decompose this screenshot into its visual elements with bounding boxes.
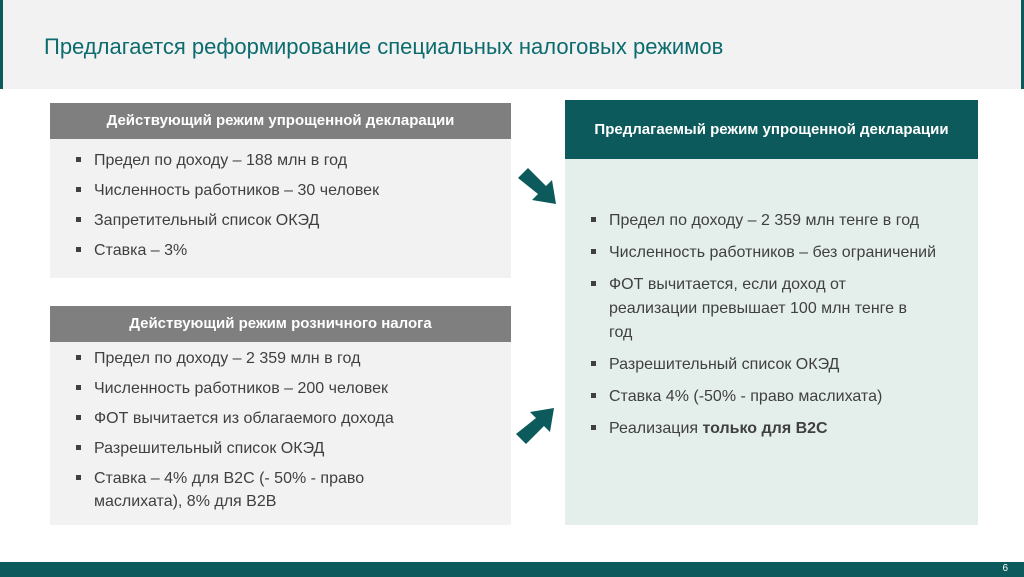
bullet-icon bbox=[76, 217, 81, 222]
arrow-down-right-icon bbox=[516, 166, 560, 208]
box-proposed-body bbox=[565, 159, 978, 525]
bullet-icon bbox=[76, 187, 81, 192]
list-item: Численность работников – 200 человек bbox=[50, 377, 450, 400]
emphasis-text: только для B2C bbox=[702, 420, 828, 437]
box-proposed-heading: Предлагаемый режим упрощенной декларации bbox=[565, 100, 978, 159]
box-proposed-list bbox=[565, 209, 955, 441]
bullet-icon bbox=[76, 247, 81, 252]
bullet-icon bbox=[591, 217, 596, 222]
box-simplified-current-heading: Действующий режим упрощенной декларации bbox=[50, 103, 511, 139]
bullet-icon bbox=[76, 157, 81, 162]
bullet-icon bbox=[76, 355, 81, 360]
header-accent-left bbox=[0, 0, 3, 89]
bullet-icon bbox=[591, 361, 596, 366]
list-item: Ставка – 3% bbox=[50, 239, 511, 262]
bullet-icon bbox=[76, 475, 81, 480]
list-item: Предел по доходу – 188 млн в год bbox=[50, 149, 511, 172]
list-item: Запретительный список ОКЭД bbox=[50, 209, 511, 232]
list-item: Численность работников – 30 человек bbox=[50, 179, 511, 202]
bullet-icon bbox=[76, 415, 81, 420]
list-item: Предел по доходу – 2 359 млн в год bbox=[50, 347, 450, 370]
list-item: Разрешительный список ОКЭД bbox=[565, 353, 955, 377]
bullet-icon bbox=[591, 281, 596, 286]
box-simplified-current-body bbox=[50, 139, 511, 278]
footer-bar bbox=[0, 562, 1024, 577]
list-item: Разрешительный список ОКЭД bbox=[50, 437, 450, 460]
bullet-icon bbox=[76, 385, 81, 390]
list-item: Ставка – 4% для B2C (- 50% - право маслихата), 8% для B2B bbox=[50, 467, 450, 513]
bullet-icon bbox=[76, 445, 81, 450]
list-item: Предел по доходу – 2 359 млн тенге в год bbox=[565, 209, 955, 233]
bullet-icon bbox=[591, 249, 596, 254]
box-simplified-current-list bbox=[50, 149, 511, 262]
page-number: 6 bbox=[1002, 563, 1008, 574]
list-item: Реализация только для B2C bbox=[565, 417, 955, 441]
bullet-icon bbox=[591, 425, 596, 430]
box-retail-current-heading: Действующий режим розничного налога bbox=[50, 306, 511, 342]
list-item: ФОТ вычитается, если доход от реализации превышает 100 млн тенге в год bbox=[565, 273, 909, 345]
box-retail-current-list bbox=[50, 347, 450, 513]
bullet-icon bbox=[591, 393, 596, 398]
slide-title: Предлагается реформирование специальных налоговых режимов bbox=[44, 34, 724, 59]
list-item: Численность работников – без ограничений bbox=[565, 241, 955, 265]
box-retail-current-body bbox=[50, 342, 511, 525]
list-item: ФОТ вычитается из облагаемого дохода bbox=[50, 407, 450, 430]
list-item: Ставка 4% (-50% - право маслихата) bbox=[565, 385, 955, 409]
arrow-up-right-icon bbox=[514, 404, 558, 446]
